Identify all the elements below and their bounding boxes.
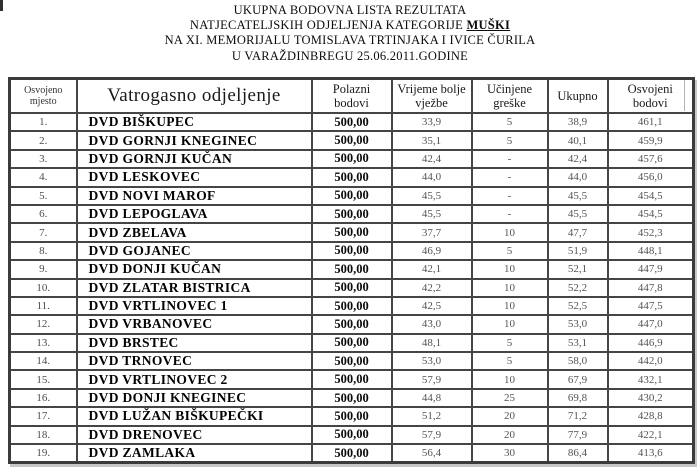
- cell-place: 13.: [10, 334, 77, 352]
- cell-unit: DVD ZLATAR BISTRICA: [77, 279, 312, 297]
- cell-errors: 10: [472, 315, 548, 333]
- cell-errors: 10: [472, 279, 548, 297]
- cell-total: 58,0: [548, 352, 608, 370]
- cell-points: 452,3: [608, 223, 694, 241]
- cell-errors: 10: [472, 223, 548, 241]
- cell-start-points: 500,00: [312, 260, 392, 278]
- cell-time: 33,9: [392, 113, 472, 131]
- cell-unit: DVD LESKOVEC: [77, 168, 312, 186]
- col-header-start-points: Polazni bodovi: [312, 79, 392, 114]
- cell-time: 56,4: [392, 444, 472, 463]
- scan-artifact-mark: [0, 0, 3, 11]
- cell-points: 442,0: [608, 352, 694, 370]
- cell-time: 53,0: [392, 352, 472, 370]
- title-line-2: [0, 18, 700, 33]
- col-header-unit: Vatrogasno odjeljenje: [77, 79, 312, 114]
- table-row: [10, 370, 694, 388]
- cell-start-points: 500,00: [312, 187, 392, 205]
- col-header-errors: Učinjene greške: [472, 79, 548, 114]
- cell-errors: 10: [472, 297, 548, 315]
- cell-unit: DVD LEPOGLAVA: [77, 205, 312, 223]
- cell-place: 9.: [10, 260, 77, 278]
- cell-start-points: 500,00: [312, 131, 392, 149]
- cell-time: 46,9: [392, 242, 472, 260]
- table-row: [10, 113, 694, 131]
- cell-total: 52,5: [548, 297, 608, 315]
- cell-start-points: 500,00: [312, 370, 392, 388]
- title-line-1: UKUPNA BODOVNA LISTA REZULTATA: [233, 3, 467, 17]
- cell-errors: -: [472, 187, 548, 205]
- cell-start-points: 500,00: [312, 389, 392, 407]
- cell-points: 461,1: [608, 113, 694, 131]
- cell-unit: DVD ZAMLAKA: [77, 444, 312, 463]
- cell-points: 430,2: [608, 389, 694, 407]
- cell-time: 51,2: [392, 407, 472, 425]
- table-row: [10, 187, 694, 205]
- table-row: [10, 315, 694, 333]
- cell-start-points: 500,00: [312, 426, 392, 444]
- cell-unit: DVD GOJANEC: [77, 242, 312, 260]
- cell-unit: DVD LUŽAN BIŠKUPEČKI: [77, 407, 312, 425]
- cell-errors: 20: [472, 407, 548, 425]
- cell-place: 8.: [10, 242, 77, 260]
- cell-total: 38,9: [548, 113, 608, 131]
- cell-time: 35,1: [392, 131, 472, 149]
- cell-total: 53,1: [548, 334, 608, 352]
- cell-points: 432,1: [608, 370, 694, 388]
- table-row: [10, 279, 694, 297]
- cell-unit: DVD NOVI MAROF: [77, 187, 312, 205]
- document-title: [0, 0, 700, 64]
- title-line-3: NA XI. MEMORIJALU TOMISLAVA TRTINJAKA I IVICE ČURILA: [164, 33, 536, 48]
- cell-errors: 5: [472, 131, 548, 149]
- cell-points: 457,6: [608, 150, 694, 168]
- table-row: [10, 444, 694, 463]
- cell-time: 57,9: [392, 426, 472, 444]
- cell-errors: 10: [472, 260, 548, 278]
- cell-points: 447,8: [608, 279, 694, 297]
- cell-total: 45,5: [548, 187, 608, 205]
- cell-errors: -: [472, 150, 548, 168]
- cell-points: 454,5: [608, 187, 694, 205]
- cell-total: 86,4: [548, 444, 608, 463]
- table-row: [10, 389, 694, 407]
- cell-place: 12.: [10, 315, 77, 333]
- cell-start-points: 500,00: [312, 407, 392, 425]
- cell-unit: DVD DONJI KNEGINEC: [77, 389, 312, 407]
- cell-total: 69,8: [548, 389, 608, 407]
- cell-points: 454,5: [608, 205, 694, 223]
- cell-errors: 20: [472, 426, 548, 444]
- cell-place: 3.: [10, 150, 77, 168]
- cell-place: 14.: [10, 352, 77, 370]
- cell-place: 15.: [10, 370, 77, 388]
- table-row: [10, 205, 694, 223]
- title-line-2-text: NATJECATELJSKIH ODJELJENJA KATEGORIJE: [189, 18, 464, 33]
- cell-total: 42,4: [548, 150, 608, 168]
- cell-unit: DVD TRNOVEC: [77, 352, 312, 370]
- cell-errors: 5: [472, 113, 548, 131]
- cell-place: 4.: [10, 168, 77, 186]
- cell-time: 44,0: [392, 168, 472, 186]
- cell-errors: -: [472, 168, 548, 186]
- cell-time: 42,5: [392, 297, 472, 315]
- cell-unit: DVD VRBANOVEC: [77, 315, 312, 333]
- cell-start-points: 500,00: [312, 205, 392, 223]
- cell-time: 57,9: [392, 370, 472, 388]
- cell-points: 459,9: [608, 131, 694, 149]
- cell-total: 47,7: [548, 223, 608, 241]
- title-category-emphasis: MUŠKI: [466, 18, 511, 33]
- cell-time: 42,4: [392, 150, 472, 168]
- table-row: [10, 223, 694, 241]
- cell-total: 52,1: [548, 260, 608, 278]
- cell-total: 40,1: [548, 131, 608, 149]
- cell-unit: DVD ZBELAVA: [77, 223, 312, 241]
- cell-time: 45,5: [392, 187, 472, 205]
- cell-place: 5.: [10, 187, 77, 205]
- results-table: [8, 77, 695, 464]
- cell-unit: DVD VRTLINOVEC 1: [77, 297, 312, 315]
- cell-place: 16.: [10, 389, 77, 407]
- cell-errors: 30: [472, 444, 548, 463]
- table-row: [10, 260, 694, 278]
- cell-place: 10.: [10, 279, 77, 297]
- cell-start-points: 500,00: [312, 334, 392, 352]
- cell-total: 71,2: [548, 407, 608, 425]
- cell-time: 42,2: [392, 279, 472, 297]
- cell-place: 18.: [10, 426, 77, 444]
- cell-errors: 5: [472, 334, 548, 352]
- cell-place: 19.: [10, 444, 77, 463]
- cell-time: 44,8: [392, 389, 472, 407]
- table-row: [10, 242, 694, 260]
- cell-points: 447,0: [608, 315, 694, 333]
- cell-unit: DVD GORNJI KNEGINEC: [77, 131, 312, 149]
- cell-points: 413,6: [608, 444, 694, 463]
- cell-total: 77,9: [548, 426, 608, 444]
- title-line-4: U VARAŽDINBREGU 25.06.2011.GODINE: [231, 48, 469, 63]
- cell-start-points: 500,00: [312, 352, 392, 370]
- col-header-points: Osvojeni bodovi: [608, 79, 694, 114]
- cell-unit: DVD GORNJI KUČAN: [77, 150, 312, 168]
- cell-start-points: 500,00: [312, 297, 392, 315]
- cell-points: 448,1: [608, 242, 694, 260]
- cell-points: 446,9: [608, 334, 694, 352]
- cell-points: 447,5: [608, 297, 694, 315]
- cell-time: 37,7: [392, 223, 472, 241]
- cell-start-points: 500,00: [312, 168, 392, 186]
- cell-start-points: 500,00: [312, 315, 392, 333]
- cell-total: 45,5: [548, 205, 608, 223]
- cell-place: 2.: [10, 131, 77, 149]
- scan-artifact-line: [684, 80, 685, 111]
- cell-errors: 5: [472, 352, 548, 370]
- col-header-total: Ukupno: [548, 79, 608, 114]
- cell-start-points: 500,00: [312, 242, 392, 260]
- cell-place: 6.: [10, 205, 77, 223]
- cell-total: 51,9: [548, 242, 608, 260]
- cell-time: 48,1: [392, 334, 472, 352]
- cell-errors: -: [472, 205, 548, 223]
- cell-start-points: 500,00: [312, 113, 392, 131]
- table-header-row: [10, 79, 694, 114]
- table-row: [10, 426, 694, 444]
- cell-start-points: 500,00: [312, 150, 392, 168]
- cell-errors: 5: [472, 242, 548, 260]
- table-row: [10, 168, 694, 186]
- cell-total: 52,2: [548, 279, 608, 297]
- cell-time: 42,1: [392, 260, 472, 278]
- cell-points: 456,0: [608, 168, 694, 186]
- cell-points: 422,1: [608, 426, 694, 444]
- table-row: [10, 407, 694, 425]
- table-row: [10, 352, 694, 370]
- cell-total: 44,0: [548, 168, 608, 186]
- cell-place: 11.: [10, 297, 77, 315]
- table-row: [10, 150, 694, 168]
- table-row: [10, 131, 694, 149]
- cell-total: 67,9: [548, 370, 608, 388]
- cell-start-points: 500,00: [312, 223, 392, 241]
- cell-unit: DVD DRENOVEC: [77, 426, 312, 444]
- cell-start-points: 500,00: [312, 279, 392, 297]
- results-table-body: [10, 113, 694, 463]
- col-header-place: Osvojeno mjesto: [10, 79, 77, 114]
- table-row: [10, 297, 694, 315]
- cell-points: 428,8: [608, 407, 694, 425]
- cell-errors: 25: [472, 389, 548, 407]
- cell-place: 17.: [10, 407, 77, 425]
- cell-unit: DVD BIŠKUPEC: [77, 113, 312, 131]
- cell-time: 43,0: [392, 315, 472, 333]
- col-header-time: Vrijeme bolje vježbe: [392, 79, 472, 114]
- cell-place: 1.: [10, 113, 77, 131]
- table-row: [10, 334, 694, 352]
- cell-points: 447,9: [608, 260, 694, 278]
- cell-total: 53,0: [548, 315, 608, 333]
- cell-unit: DVD DONJI KUČAN: [77, 260, 312, 278]
- cell-start-points: 500,00: [312, 444, 392, 463]
- cell-unit: DVD BRSTEC: [77, 334, 312, 352]
- cell-unit: DVD VRTLINOVEC 2: [77, 370, 312, 388]
- cell-time: 45,5: [392, 205, 472, 223]
- cell-place: 7.: [10, 223, 77, 241]
- cell-errors: 10: [472, 370, 548, 388]
